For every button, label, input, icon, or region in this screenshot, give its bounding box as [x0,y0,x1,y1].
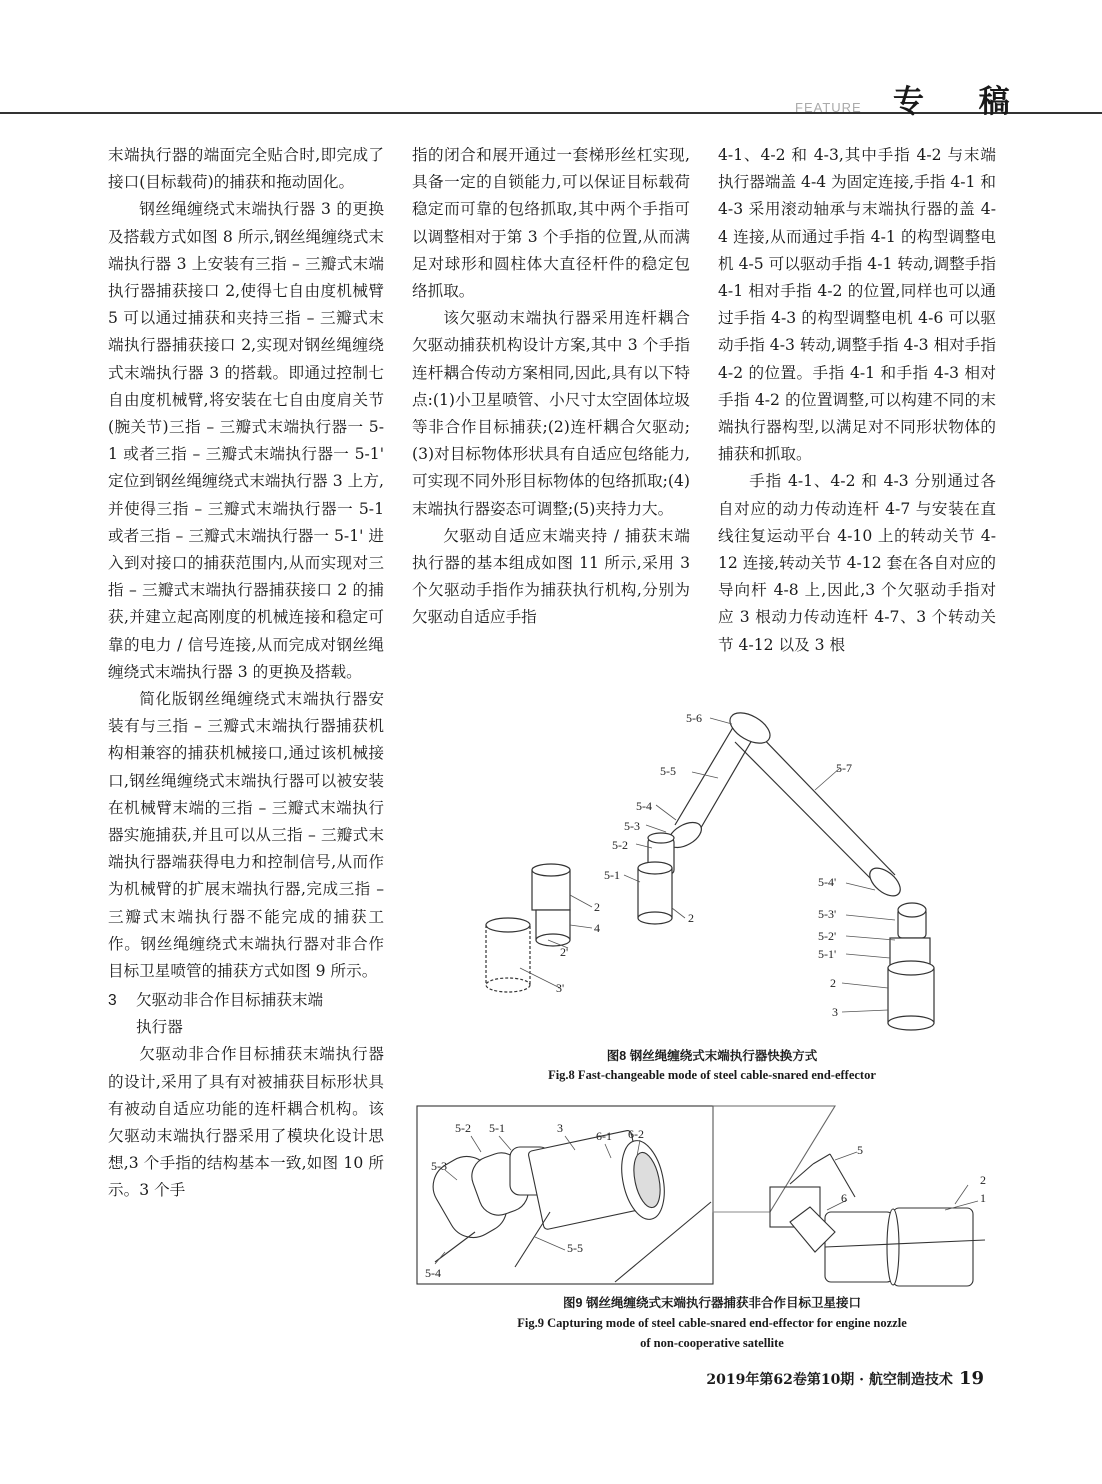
fig9-label-5-3: 5-3 [431,1159,447,1173]
column-right [718,142,996,659]
figure-8-caption-en: Fig.8 Fast-changeable mode of steel cable-snared end-effector [548,1068,876,1082]
fig9-label-5-4: 5-4 [425,1266,441,1280]
fig9-label-5: 5 [857,1143,863,1157]
fig8-label-2: 2 [688,911,694,925]
fig9-label-5-5: 5-5 [567,1241,583,1255]
paragraph: 指的闭合和展开通过一套梯形丝杠实现,具备一定的自锁能力,可以保证目标载荷稳定而可靠的包络抓取,其中两个手指可以调整相对于第 3 个手指的位置,从而满足对球形和圆柱体大直径杆件的稳定包络抓取。 [412,146,690,301]
paragraph: 末端执行器的端面完全贴合时,即完成了接口(目标载荷)的捕获和拖动固化。 [108,146,384,192]
fig8-label-5-2: 5-2 [612,838,628,852]
fig9-label-5-2: 5-2 [455,1121,471,1135]
figure-8-caption [412,1046,1012,1083]
section-heading [108,987,384,1041]
section-title: 欠驱动非合作目标捕获末端 [136,992,324,1010]
paragraph: 欠驱动非合作目标捕获末端执行器的设计,采用了具有对被捕获目标形状具有被动自适应功能的连杆耦合机构。该欠驱动末端执行器采用了模块化设计思想,3 个手指的结构基本一致,如图 10 所示。3 个手 [108,1045,384,1200]
header-feature-en: FEATURE [795,100,862,115]
fig8-label-5-2-prime: 5-2' [818,929,837,943]
figure-9-caption-zh: 图9 钢丝绳缠绕式末端执行器捕获非合作目标卫星接口 [563,1296,861,1310]
fig8-label-3-prime: 3' [556,981,565,995]
journal-info: 2019年第62卷第10期 · 航空制造技术 [706,1372,953,1388]
section-title-cont: 执行器 [136,1019,183,1037]
figure-9-caption-en-cont: of non-cooperative satellite [640,1336,784,1350]
header-column-title: 专 稿 [893,84,1032,120]
fig8-label-2: 2 [830,976,836,990]
paragraph: 简化版钢丝绳缠绕式末端执行器安装有与三指 – 三瓣式末端执行器捕获机构相兼容的捕获机械接口,通过该机械接口,钢丝绳缠绕式末端执行器可以被安装在机械臂末端的三指 – 三瓣式末端执行器实施捕获,并且可以从三指 – 三瓣式末端执行器端获得电力和控制信号,从而作为机械臂的扩展末端执行器,完成三指 – 三瓣式末端执行器不能完成的捕获工作。钢丝绳缠绕式末端执行器对非合作目标卫星喷管的捕获方式如图 9 所示。 [108,690,384,981]
fig9-label-1: 1 [980,1191,986,1205]
figure-9-caption [412,1293,1012,1353]
fig8-label-5-6: 5-6 [686,711,702,725]
paragraph: 4-1、4-2 和 4-3,其中手指 4-2 与末端执行器端盖 4-4 为固定连接,手指 4-1 和 4-3 采用滚动轴承与末端执行器的盖 4-4 连接,从而通过手指 4-1 的构型调整电机 4-5 可以驱动手指 4-1 转动,调整手指 4-1 相对手指 4-2 的位置,同样也可以通过手指 4-3 的构型调整电机 4-6 可以驱动手指 4-3 转动,调整手指 4-3 相对手指 4-2 的位置。手指 4-1 和手指 4-3 相对手指 4-2 的位置调整,可以构建不同的末端执行器构型,以满足对不同形状物体的捕获和抓取。 [718,146,996,464]
fig9-label-6-1: 6-1 [596,1129,612,1143]
page-footer [706,1368,984,1389]
fig9-label-2: 2 [980,1173,986,1187]
paragraph: 欠驱动自适应末端夹持 / 捕获末端执行器的基本组成如图 11 所示,采用 3 个欠驱动手指作为捕获执行机构,分别为欠驱动自适应手指 [412,526,690,627]
fig8-label-5-7: 5-7 [836,761,852,775]
fig8-label-3: 3 [832,1005,838,1019]
figure-9-caption-en: Fig.9 Capturing mode of steel cable-snared end-effector for engine nozzle [517,1316,907,1330]
column-left [108,142,384,1205]
fig8-label-5-1-prime: 5-1' [818,947,837,961]
fig8-label-2: 2 [594,900,600,914]
figure-8-robot-arm [470,700,990,1040]
fig9-label-6-2: 6-2 [628,1127,644,1141]
fig8-label-5-3-prime: 5-3' [818,907,837,921]
fig9-label-5-1: 5-1 [489,1121,505,1135]
fig9-label-6: 6 [841,1191,847,1205]
fig8-label-5-5: 5-5 [660,764,676,778]
fig8-label-5-3: 5-3 [624,819,640,833]
fig8-label-4: 4 [594,921,600,935]
fig8-label-5-1: 5-1 [604,868,620,882]
section-number: 3 [108,992,117,1010]
fig9-label-3: 3 [557,1121,563,1135]
fig8-label-5-4-prime: 5-4' [818,875,837,889]
paragraph: 手指 4-1、4-2 和 4-3 分别通过各自对应的动力传动连杆 4-7 与安装在直线往复运动平台 4-10 上的转动关节 4-12 连接,转动关节 4-12 套在各自对应的导向杆 4-8 上,因此,3 个欠驱动手指对应 3 根动力传动连杆 4-7、3 个转动关节 4-12 以及 3 根 [718,472,996,654]
paragraph: 钢丝绳缠绕式末端执行器 3 的更换及搭载方式如图 8 所示,钢丝绳缠绕式末端执行器 3 上安装有三指 – 三瓣式末端执行器捕获接口 2,使得七自由度机械臂 5 可以通过捕获和夹持三指 – 三瓣式末端执行器捕获接口 2,实现对钢丝绳缠绕式末端执行器 3 的搭载。即通过控制七自由度机械臂,将安装在七自由度肩关节(腕关节)三指 – 三瓣式末端执行器一 5-1 或者三指 – 三瓣式末端执行器一 5-1' 定位到钢丝绳缠绕式末端执行器 3 上方,并使得三指 – 三瓣式末端执行器一 5-1 或者三指 – 三瓣式末端执行器一 5-1' 进入到对接口的捕获范围内,从而实现对三指 – 三瓣式末端执行器捕获接口 2 的捕获,并建立起高刚度的机械连接和稳定可靠的电力 / 信号连接,从而完成对钢丝绳缠绕式末端执行器 3 的更换及搭载。 [108,200,384,681]
page-number: 19 [958,1368,984,1389]
fig8-label-5-4: 5-4 [636,799,652,813]
fig8-label-2-prime: 2' [560,945,569,959]
column-middle [412,142,690,632]
figure-8-caption-zh: 图8 钢丝绳缠绕式末端执行器快换方式 [606,1049,818,1063]
paragraph: 该欠驱动末端执行器采用连杆耦合欠驱动捕获机构设计方案,其中 3 个手指连杆耦合传动方案相同,因此,具有以下特点:(1)小卫星喷管、小尺寸太空固体垃圾等非合作目标捕获;(2)连杆耦合欠驱动;(3)对目标物体形状具有自适应包络能力,可实现不同外形目标物体的包络抓取;(4)末端执行器姿态可调整;(5)夹持力大。 [412,309,690,518]
figure-9-capture [415,1102,1005,1288]
